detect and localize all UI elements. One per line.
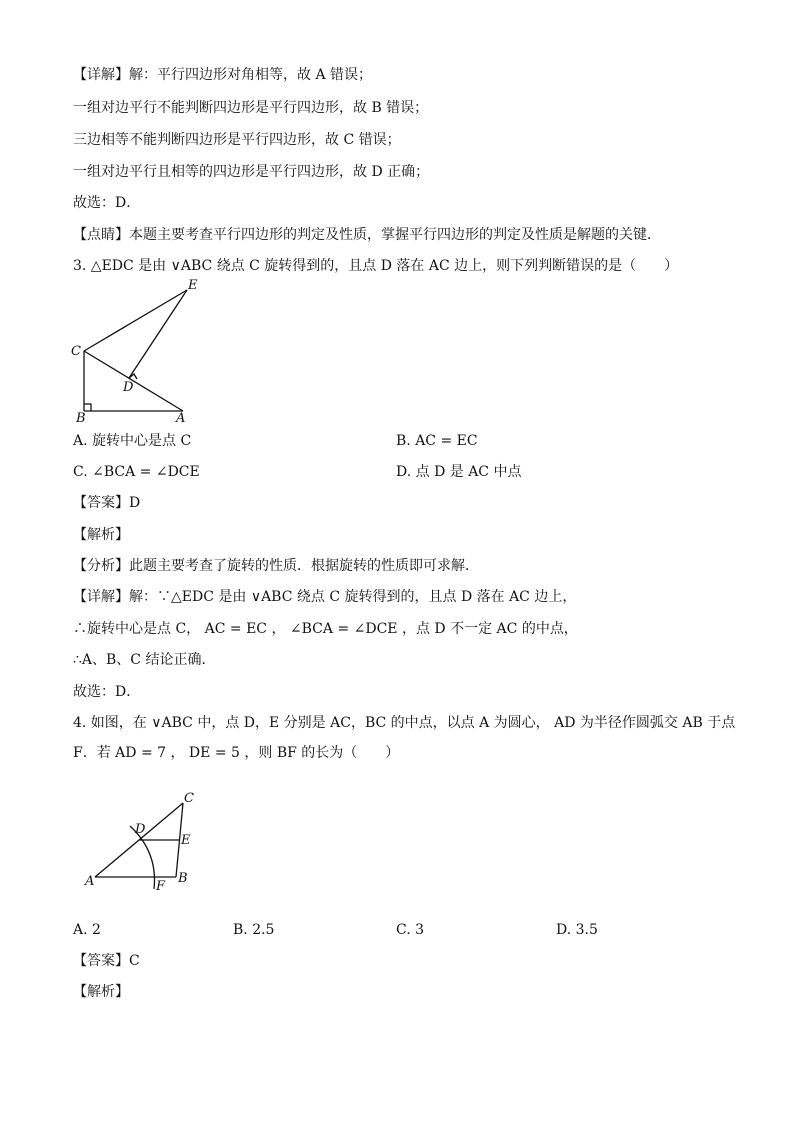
q3-option-a: A. 旋转中心是点 C bbox=[73, 433, 192, 449]
q4-stem-2: F．若 AD = 7 ， DE = 5 ，则 BF 的长为（ ） bbox=[73, 745, 400, 761]
q3-label-d: D bbox=[123, 380, 134, 395]
q4-label-f: F bbox=[156, 879, 166, 894]
detail-line-2: 一组对边平行不能判断四边形是平行四边形，故 B 错误； bbox=[73, 100, 429, 116]
q4-label-c: C bbox=[184, 791, 194, 806]
q4-figure bbox=[80, 786, 205, 896]
q3-label-b: B bbox=[76, 411, 86, 426]
q3-line-ce bbox=[84, 290, 187, 351]
q3-answer: 【答案】D bbox=[73, 495, 141, 511]
q4-stem-1: 4. 如图，在 ∨ABC 中，点 D，E 分别是 AC，BC 的中点，以点 A 为圆心， AD 为半径作圆弧交 AB 于点 bbox=[73, 715, 736, 731]
q3-xiangjie-1: 【详解】解：∵△EDC 是由 ∨ABC 绕点 C 旋转得到的，且点 D 落在 AC 边上， bbox=[73, 589, 577, 605]
q3-label-e: E bbox=[188, 278, 198, 293]
q4-option-d: D. 3.5 bbox=[556, 922, 598, 938]
choose-line: 故选：D． bbox=[73, 195, 141, 211]
q3-fenxi: 【分析】此题主要考查了旋转的性质．根据旋转的性质即可求解． bbox=[73, 558, 479, 574]
detail-line-1: 【详解】解：平行四边形对角相等，故 A 错误； bbox=[73, 67, 373, 83]
q3-stem: 3. △EDC 是由 ∨ABC 绕点 C 旋转得到的，且点 D 落在 AC 边上，则下列判断错误的是（ ） bbox=[73, 258, 679, 274]
q4-label-e: E bbox=[181, 833, 191, 848]
q3-choose: 故选：D． bbox=[73, 684, 141, 700]
detail-line-4: 一组对边平行且相等的四边形是平行四边形，故 D 正确； bbox=[73, 164, 430, 180]
q3-label-a: A bbox=[176, 411, 186, 426]
q3-option-b: B. AC = EC bbox=[396, 433, 478, 449]
q4-answer: 【答案】C bbox=[73, 953, 140, 969]
detail-line-3: 三边相等不能判断四边形是平行四边形，故 C 错误； bbox=[73, 132, 401, 148]
q3-xiangjie-2: ∴旋转中心是点 C， AC = EC ， ∠BCA = ∠DCE ，点 D 不一定 AC 的中点， bbox=[73, 621, 578, 637]
q3-label-c: C bbox=[71, 344, 81, 359]
q4-label-a: A bbox=[85, 874, 95, 889]
q3-option-c: C. ∠BCA = ∠DCE bbox=[73, 464, 200, 480]
q4-option-c: C. 3 bbox=[396, 922, 425, 938]
q3-figure bbox=[66, 278, 206, 428]
q4-option-b: B. 2.5 bbox=[233, 922, 275, 938]
q4-analysis-title: 【解析】 bbox=[73, 984, 129, 1000]
q4-label-b: B bbox=[178, 871, 188, 886]
q3-xiangjie-3: ∴A、B、C 结论正确． bbox=[73, 652, 216, 668]
q3-analysis-title: 【解析】 bbox=[73, 527, 129, 543]
q4-label-d: D bbox=[135, 822, 146, 837]
q3-line-ed bbox=[129, 290, 187, 378]
q3-option-d: D. 点 D 是 AC 中点 bbox=[396, 464, 522, 480]
q3-right-angle-b bbox=[84, 404, 91, 411]
q3-line-ca bbox=[84, 351, 183, 411]
point-line: 【点睛】本题主要考查平行四边形的判定及性质，掌握平行四边形的判定及性质是解题的关键． bbox=[73, 227, 661, 243]
q4-option-a: A. 2 bbox=[73, 922, 101, 938]
